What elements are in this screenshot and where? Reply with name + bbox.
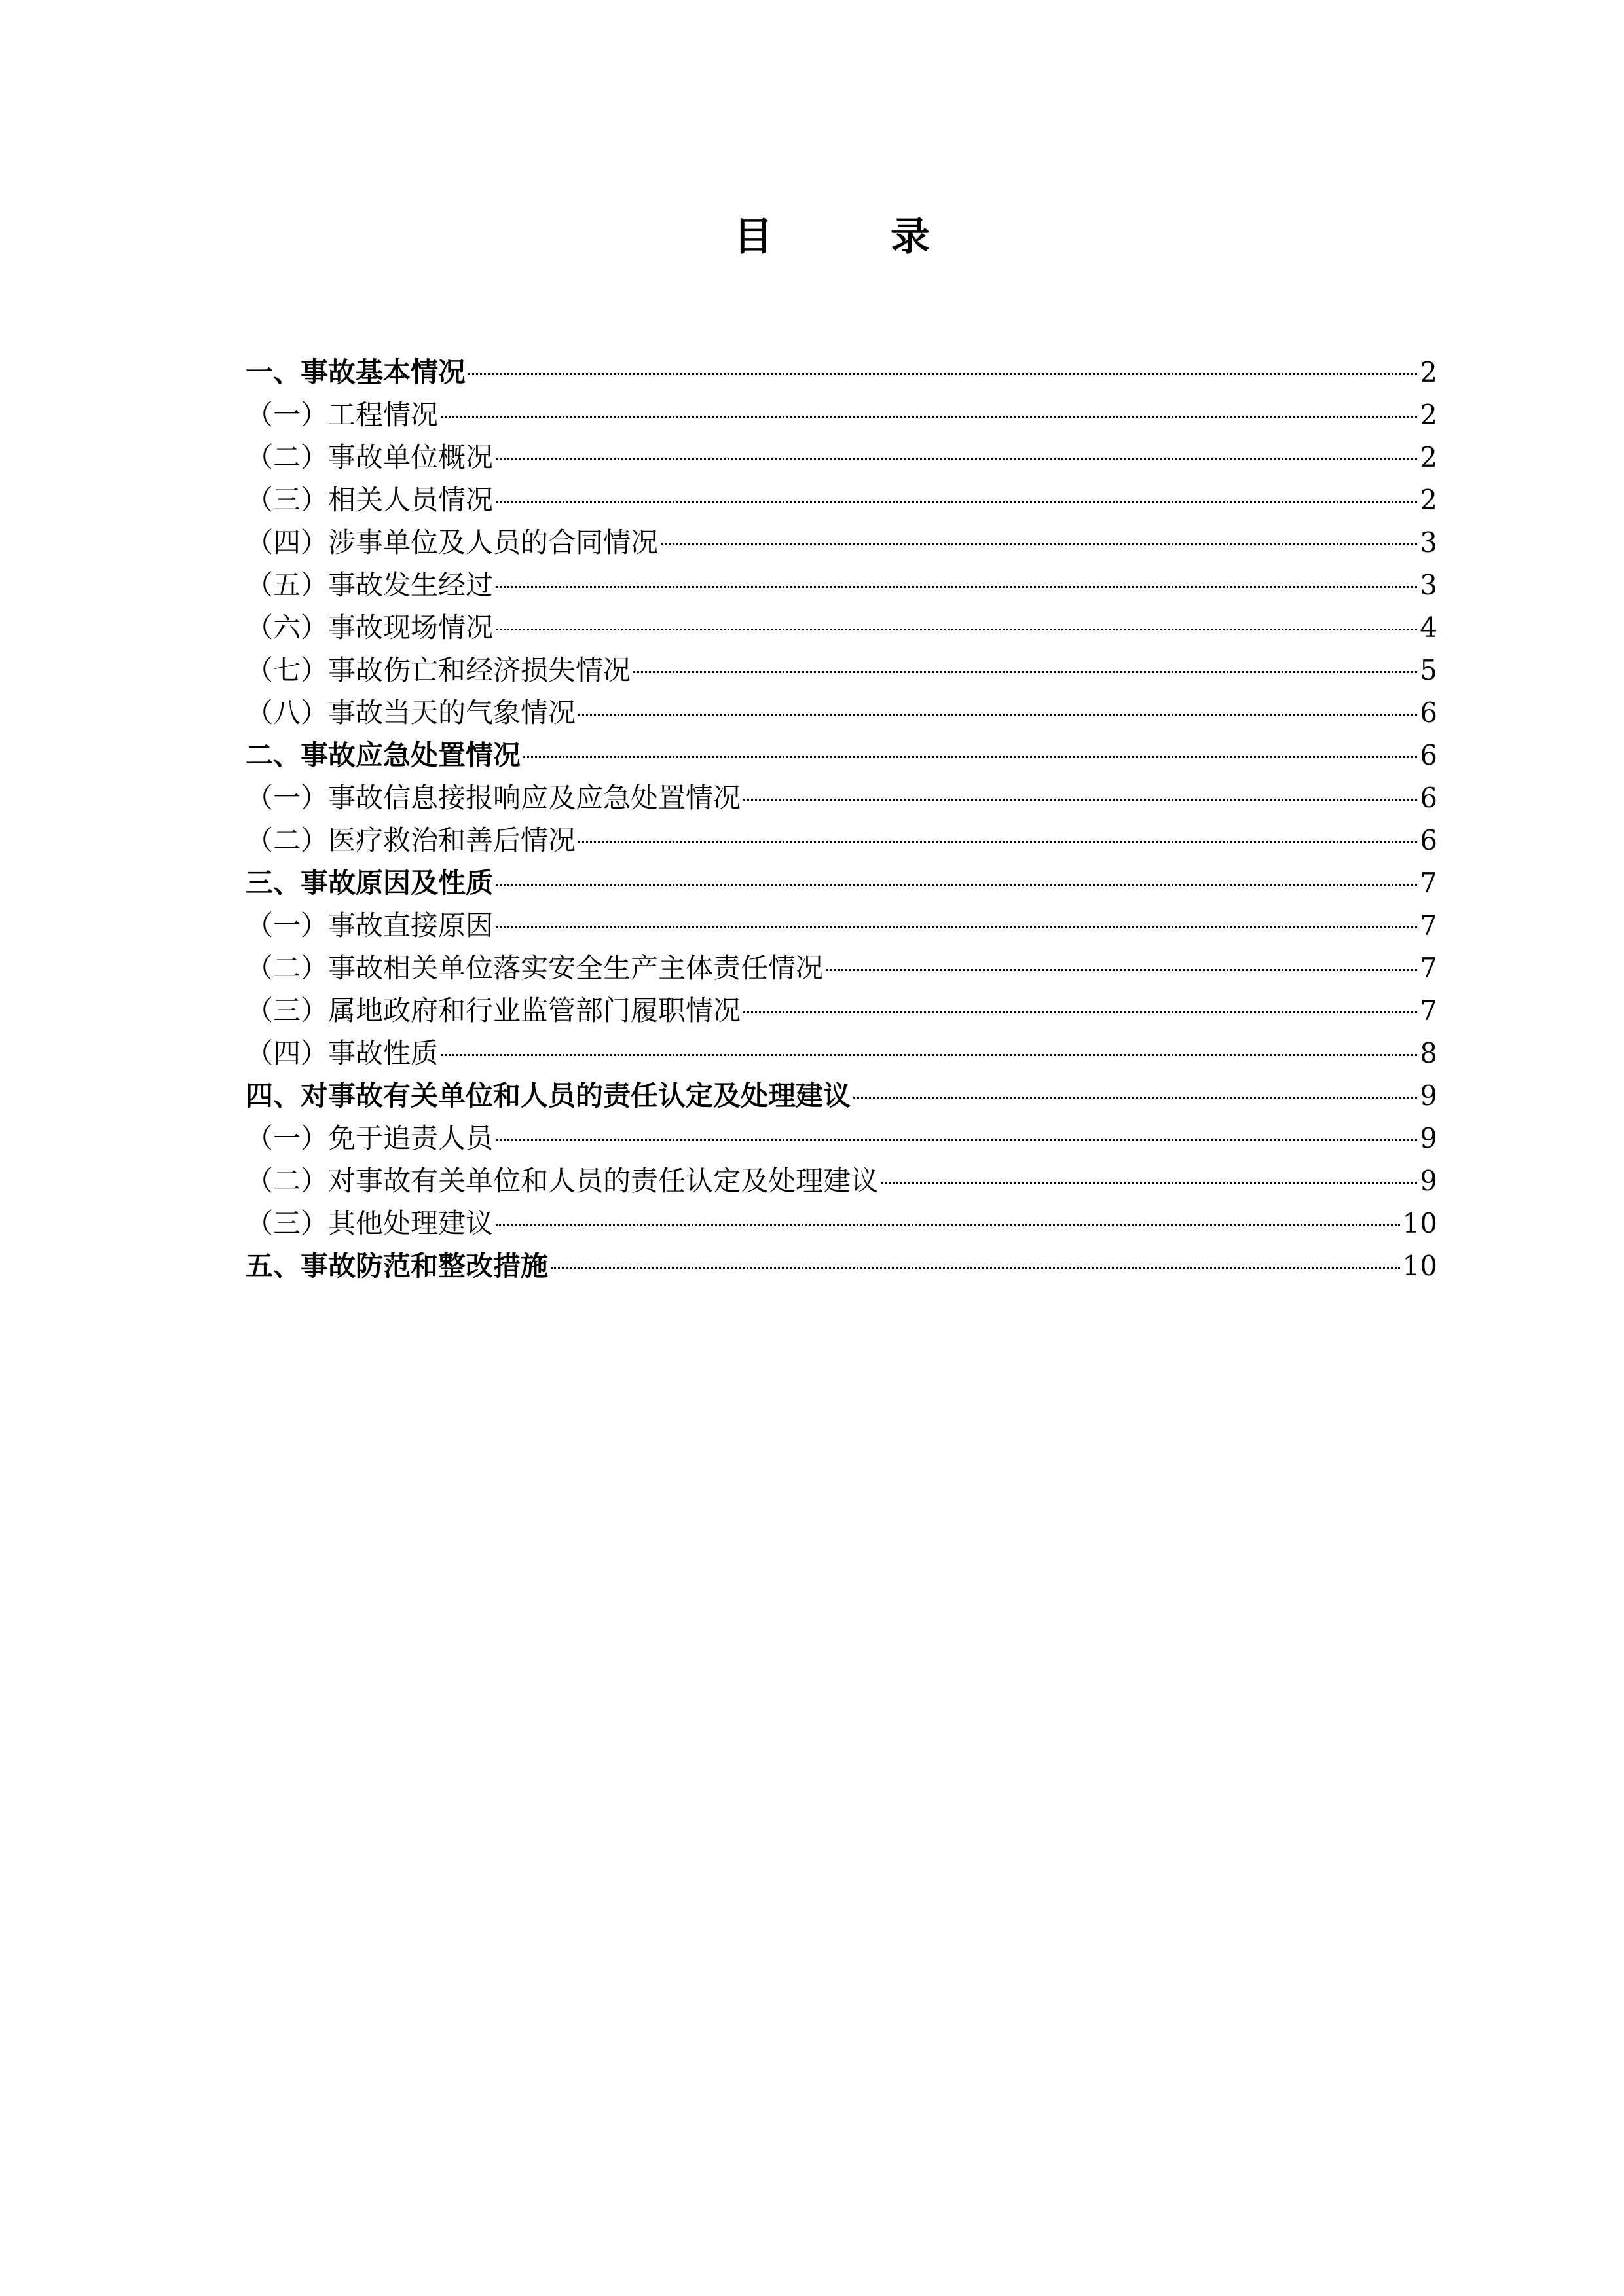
toc-page-number: 3: [1420, 569, 1437, 601]
toc-page-number: 4: [1420, 611, 1437, 644]
toc-page-number: 9: [1420, 1080, 1437, 1112]
toc-page-number: 8: [1420, 1037, 1437, 1069]
toc-dot-leader: [743, 1011, 1417, 1013]
toc-entry[interactable]: [246, 862, 1437, 904]
toc-dot-leader: [881, 1182, 1417, 1184]
toc-page-number: 9: [1420, 1122, 1437, 1154]
toc-dot-leader: [496, 1139, 1417, 1141]
toc-page-number: 2: [1420, 441, 1437, 473]
toc-entry[interactable]: [246, 1117, 1437, 1159]
toc-entry-label: 四、对事故有关单位和人员的责任认定及处理建议: [246, 1080, 851, 1112]
toc-dot-leader: [496, 884, 1417, 886]
toc-entry-label: 三、事故原因及性质: [246, 867, 494, 899]
toc-entry[interactable]: [246, 1159, 1437, 1202]
toc-page-number: 5: [1420, 654, 1437, 686]
toc-entry[interactable]: [246, 1245, 1437, 1287]
toc-dot-leader: [496, 926, 1417, 928]
toc-entry-label: （七）事故伤亡和经济损失情况: [246, 654, 631, 686]
toc-page-number: 7: [1420, 909, 1437, 941]
toc-entry-label: 五、事故防范和整改措施: [246, 1250, 549, 1282]
toc-entry-label: （三）属地政府和行业监管部门履职情况: [246, 994, 741, 1027]
toc-entry-label: （二）事故相关单位落实安全生产主体责任情况: [246, 952, 824, 984]
toc-page-number: 6: [1420, 782, 1437, 814]
toc-dot-leader: [578, 841, 1417, 843]
toc-dot-leader: [853, 1097, 1417, 1099]
toc-dot-leader: [496, 586, 1417, 588]
toc-dot-leader: [468, 373, 1417, 375]
toc-entry-label: （三）其他处理建议: [246, 1207, 494, 1239]
toc-entry-label: （二）对事故有关单位和人员的责任认定及处理建议: [246, 1165, 879, 1197]
toc-dot-leader: [496, 458, 1417, 460]
toc-dot-leader: [523, 756, 1417, 758]
toc-page-number: 2: [1420, 399, 1437, 431]
toc-entry[interactable]: [246, 947, 1437, 989]
toc-entry[interactable]: [246, 436, 1437, 479]
toc-entry[interactable]: [246, 564, 1437, 606]
toc-dot-leader: [441, 1054, 1417, 1056]
toc-dot-leader: [633, 671, 1417, 673]
toc-entry[interactable]: [246, 479, 1437, 521]
toc-page-number: 7: [1420, 994, 1437, 1027]
toc-page-number: 6: [1420, 824, 1437, 856]
toc-page-number: 10: [1402, 1250, 1437, 1282]
toc-dot-leader: [578, 714, 1417, 716]
toc-entry[interactable]: [246, 649, 1437, 691]
toc-dot-leader: [441, 416, 1417, 418]
toc-page-number: 9: [1420, 1165, 1437, 1197]
toc-entry[interactable]: [246, 691, 1437, 734]
toc-entry[interactable]: [246, 1032, 1437, 1074]
toc-entry-label: （三）相关人员情况: [246, 484, 494, 516]
toc-entry[interactable]: [246, 606, 1437, 649]
table-of-contents: [246, 351, 1437, 1287]
toc-entry[interactable]: [246, 521, 1437, 564]
toc-entry-label: （五）事故发生经过: [246, 569, 494, 601]
toc-page-number: 6: [1420, 739, 1437, 771]
toc-entry-label: （一）事故直接原因: [246, 909, 494, 941]
toc-entry[interactable]: [246, 1074, 1437, 1117]
toc-page-number: 3: [1420, 526, 1437, 558]
toc-entry-label: （四）事故性质: [246, 1037, 439, 1069]
toc-page-number: 7: [1420, 952, 1437, 984]
page-title: 目 录: [733, 214, 969, 260]
toc-entry[interactable]: [246, 393, 1437, 436]
toc-entry-label: 一、事故基本情况: [246, 356, 466, 388]
toc-page-number: 2: [1420, 484, 1437, 516]
toc-entry-label: （六）事故现场情况: [246, 611, 494, 644]
toc-dot-leader: [743, 799, 1417, 801]
toc-entry-label: （二）事故单位概况: [246, 441, 494, 473]
toc-entry-label: （二）医疗救治和善后情况: [246, 824, 576, 856]
toc-entry[interactable]: [246, 819, 1437, 862]
toc-entry[interactable]: [246, 776, 1437, 819]
toc-entry[interactable]: [246, 351, 1437, 393]
toc-entry-label: （四）涉事单位及人员的合同情况: [246, 526, 659, 558]
toc-entry-label: （一）工程情况: [246, 399, 439, 431]
toc-page-number: 7: [1420, 867, 1437, 899]
toc-entry[interactable]: [246, 989, 1437, 1032]
toc-page-number: 10: [1402, 1207, 1437, 1239]
toc-entry-label: （一）免于追责人员: [246, 1122, 494, 1154]
toc-page-number: 6: [1420, 697, 1437, 729]
toc-dot-leader: [826, 969, 1417, 971]
toc-entry[interactable]: [246, 734, 1437, 776]
toc-dot-leader: [496, 629, 1417, 630]
toc-dot-leader: [551, 1267, 1400, 1269]
toc-entry[interactable]: [246, 904, 1437, 947]
toc-dot-leader: [496, 501, 1417, 503]
toc-dot-leader: [496, 1224, 1400, 1226]
toc-entry[interactable]: [246, 1202, 1437, 1245]
toc-entry-label: （一）事故信息接报响应及应急处置情况: [246, 782, 741, 814]
toc-entry-label: 二、事故应急处置情况: [246, 739, 521, 771]
toc-dot-leader: [661, 543, 1417, 545]
toc-page-number: 2: [1420, 356, 1437, 388]
toc-entry-label: （八）事故当天的气象情况: [246, 697, 576, 729]
